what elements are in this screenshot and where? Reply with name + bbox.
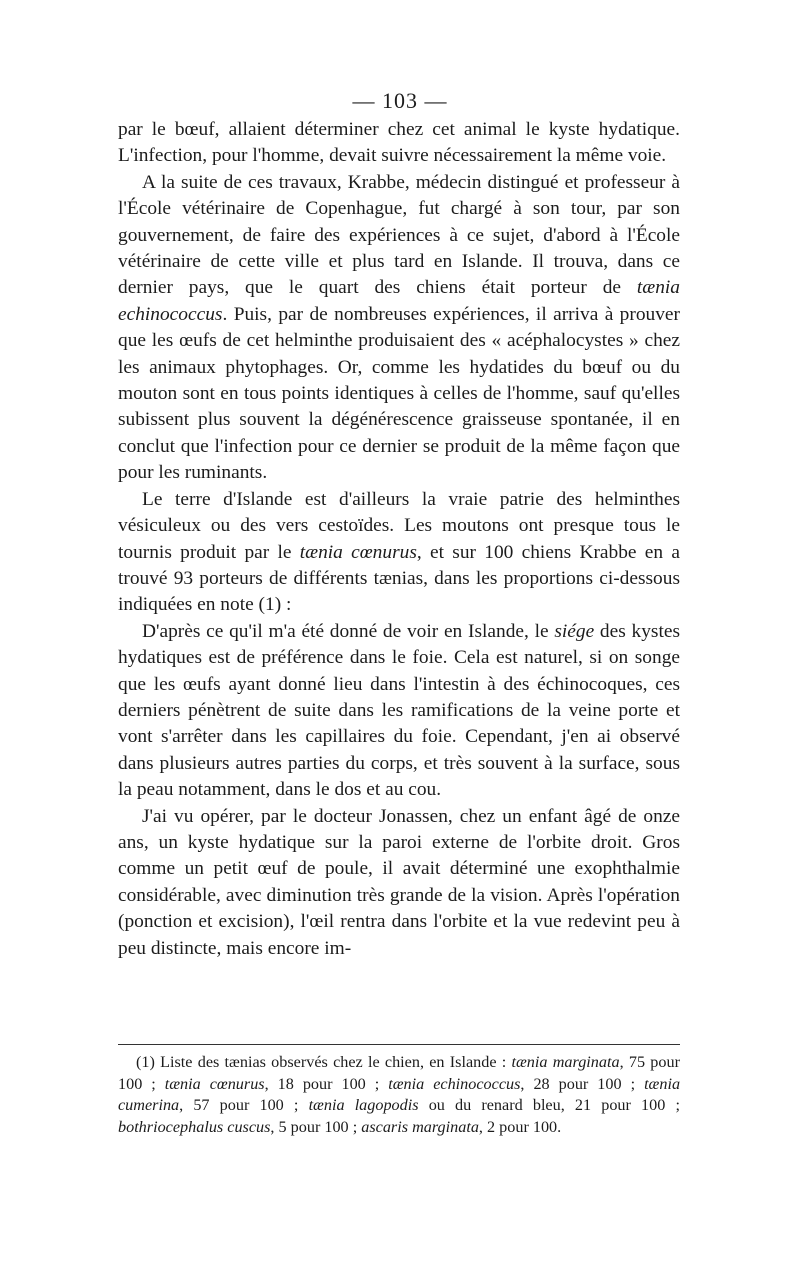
paragraph-4 (118, 619, 680, 804)
italic-term: tænia cœnurus (164, 1074, 265, 1093)
text-run: , 75 pour 100 ; (118, 1053, 680, 1093)
paragraph-3 (118, 487, 680, 619)
paragraph-2 (118, 170, 680, 487)
italic-term: siége (554, 620, 595, 642)
text-run: , 2 pour 100. (478, 1117, 562, 1136)
body-text (118, 117, 680, 962)
text-run: (1) Liste des tænias observés chez le chien, en Islande : (136, 1053, 512, 1071)
italic-term: tænia cœnurus (299, 541, 417, 563)
text-run: , 57 pour 100 ; (179, 1096, 309, 1114)
italic-term: tænia lagopodis (308, 1096, 419, 1114)
italic-term: bothriocephalus cuscus (118, 1117, 271, 1136)
text-run: , 28 pour 100 ; (520, 1074, 645, 1093)
text-run: , 5 pour 100 ; (270, 1117, 362, 1136)
text-run: Le terre d'Islande est d'ailleurs la vraie patrie des helminthes vésiculeux ou des vers cestoïdes. Les moutons ont presque tous le tournis produit par le (118, 488, 680, 563)
text-run: . Puis, par de nombreuses expériences, il arriva à prouver que les œufs de cet helminthe produisaient des « acéphalocystes » chez les animaux phytophages. Or, comme les hydatides du bœuf ou du mouton sont en tous points identiques à celles de l'homme, sauf qu'elles subissent plus souvent la dégénérescence graisseuse spontanée, il en conclut que l'infection pour ce dernier se produit de la même façon que pour les ruminants. (118, 303, 680, 484)
footnote (118, 1052, 680, 1138)
italic-term: tænia echinococcus (388, 1074, 521, 1093)
text-run: ou du renard bleu, 21 pour 100 ; (418, 1096, 680, 1114)
paragraph-1: par le bœuf, allaient déterminer chez cet animal le kyste hydatique. L'infection, pour l'homme, devait suivre nécessairement la même voie. (118, 119, 680, 167)
page-number: — 103 — (352, 88, 448, 113)
text-run: D'après ce qu'il m'a été donné de voir en Islande, le (142, 620, 555, 642)
text-run: A la suite de ces travaux, Krabbe, médecin distingué et professeur à l'École vétérinaire de Copenhague, fut chargé à son tour, par son gouvernement, de faire des expériences à ce sujet, d'abord à l'École vétérinaire de cette ville et plus tard en Islande. Il trouva, dans ce dernier pays, que le quart des chiens était porteur de (118, 171, 680, 299)
italic-term: ascaris marginata (361, 1117, 479, 1136)
text-run: des kystes hydatiques est de préférence dans le foie. Cela est naturel, si on songe que les œufs ayant donné lieu dans l'intestin à des échinocoques, ces derniers pénètrent de suite dans les ramifications de la veine porte et vont s'arrêter dans les capillaires du foie. Cependant, j'en ai observé dans plusieurs autres parties du corps, et très souvent à la surface, sous la peau notamment, dans le dos et au cou. (118, 620, 680, 801)
footnote-rule (118, 1044, 680, 1045)
text-run: , 18 pour 100 ; (264, 1074, 389, 1093)
text-run: , et sur 100 chiens Krabbe en a trouvé 93 porteurs de différents tænias, dans les proportions ci-dessous indiquées en note (1) : (118, 541, 680, 616)
italic-term: tænia echinococcus (118, 277, 680, 325)
paragraph-5: J'ai vu opérer, par le docteur Jonassen, chez un enfant âgé de onze ans, un kyste hydatique sur la paroi externe de l'orbite droit. Gros comme un petit œuf de poule, il avait déterminé une exophthalmie considérable, avec diminution très grande de la vision. Après l'opération (ponction et excision), l'œil rentra dans l'orbite et la vue redevint peu à peu distincte, mais encore im- (118, 805, 680, 959)
italic-term: tænia cumerina (118, 1074, 681, 1114)
italic-term: tænia marginata (511, 1053, 620, 1071)
